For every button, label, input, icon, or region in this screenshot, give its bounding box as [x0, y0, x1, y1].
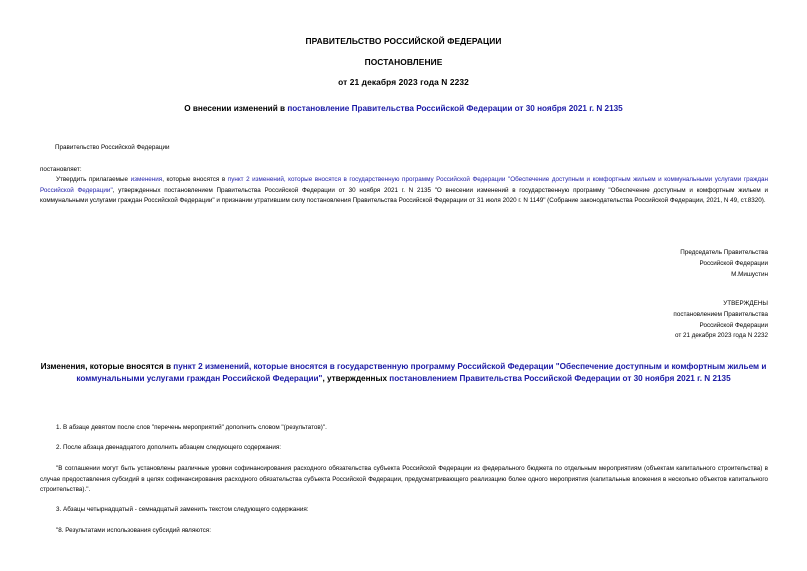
approval-date: от 21 декабря 2023 года N 2232	[674, 332, 768, 340]
approval-block	[673, 299, 768, 342]
signature-organization: Российской Федерации	[699, 259, 768, 267]
change-item-3: 3. Абзацы четырнадцатый - семнадцатый заменить текстом следующего содержания:	[56, 506, 309, 513]
signature-position: Председатель Правительства	[680, 249, 768, 256]
approval-organization: Российской Федерации	[699, 321, 768, 329]
title-prefix: О внесении изменений в	[184, 104, 288, 113]
government-heading: ПРАВИТЕЛЬСТВО РОССИЙСКОЙ ФЕДЕРАЦИИ	[305, 36, 502, 46]
changes-title-link-2[interactable]: постановлением Правительства Российской Федерации от 30 ноября 2021 г. N 2135	[389, 373, 731, 383]
changes-title-middle: , утвержденных	[322, 373, 390, 383]
changes-title-link-1[interactable]: пункт 2 изменений, которые вносятся в государственную программу Российской Федерации "Обеспечение доступным и комфортным жильем и коммунальными услугами граждан Российской Федерации"	[76, 362, 767, 383]
title-link[interactable]: постановление Правительства Российской Федерации от 30 ноября 2021 г. N 2135	[287, 104, 623, 113]
change-item-3-quote-start: "8. Результатами использования субсидий являются:	[56, 527, 211, 534]
change-item-2-quote: "В соглашении могут быть установлены различные уровни софинансирования расходного обязательства субъекта Российской Федерации из федерального бюджета по отдельным мероприятиям (объектам капитального строительства) в случае предоставления субсидий в целях софинансирования расходного обязательства субъекта Российской Федерации, предусматривающего реализацию более одного мероприятия (капитальные вложения в несколько объектов капитального строительства).".	[40, 465, 768, 493]
signature-name: М.Мишустин	[731, 270, 768, 278]
changes-link[interactable]: изменения	[130, 176, 163, 183]
issuer-line: Правительство Российской Федерации	[55, 144, 170, 151]
resolution-text-c: , утвержденных постановлением Правительства Российской Федерации от 30 ноября 2021 г. N 2135 "О внесении изменений в государственную программу "Обеспечение доступным и комфортным жильем и коммунальными услугами граждан Российской Федерации" и признании утратившим силу постановления Правительства Российской Федерации от 31 июля 2020 г. N 1149" (Собрание законодательства Российской Федерации, 2021, N 49, ст.8320).	[40, 186, 768, 204]
changes-title-prefix: Изменения, которые вносятся в	[40, 362, 174, 371]
program-item-link[interactable]: пункт 2 изменений, которые вносятся в государственную программу Российской Федерации "Обеспечение доступным и комфортным жильем и коммунальными услугами граждан Российской Федерации"	[40, 176, 768, 194]
change-item-2: 2. После абзаца двенадцатого дополнить абзацем следующего содержания:	[56, 444, 282, 451]
date-number-line: от 21 декабря 2023 года N 2232	[338, 77, 469, 87]
resolution-paragraph	[40, 175, 768, 207]
resolution-text-b: , которые вносятся в	[162, 176, 228, 183]
resolves-line: постановляет:	[40, 166, 82, 173]
approval-by: постановлением Правительства	[673, 310, 768, 318]
changes-title	[34, 361, 773, 384]
document-type-heading: ПОСТАНОВЛЕНИЕ	[364, 57, 443, 67]
signature-block	[680, 248, 768, 280]
document-title	[0, 104, 807, 113]
resolution-text-a: Утвердить прилагаемые	[56, 176, 131, 183]
approval-stamp: УТВЕРЖДЕНЫ	[723, 300, 768, 307]
change-item-1: 1. В абзаце девятом после слов "перечень мероприятий" дополнить словом "(результатов)".	[56, 424, 327, 431]
